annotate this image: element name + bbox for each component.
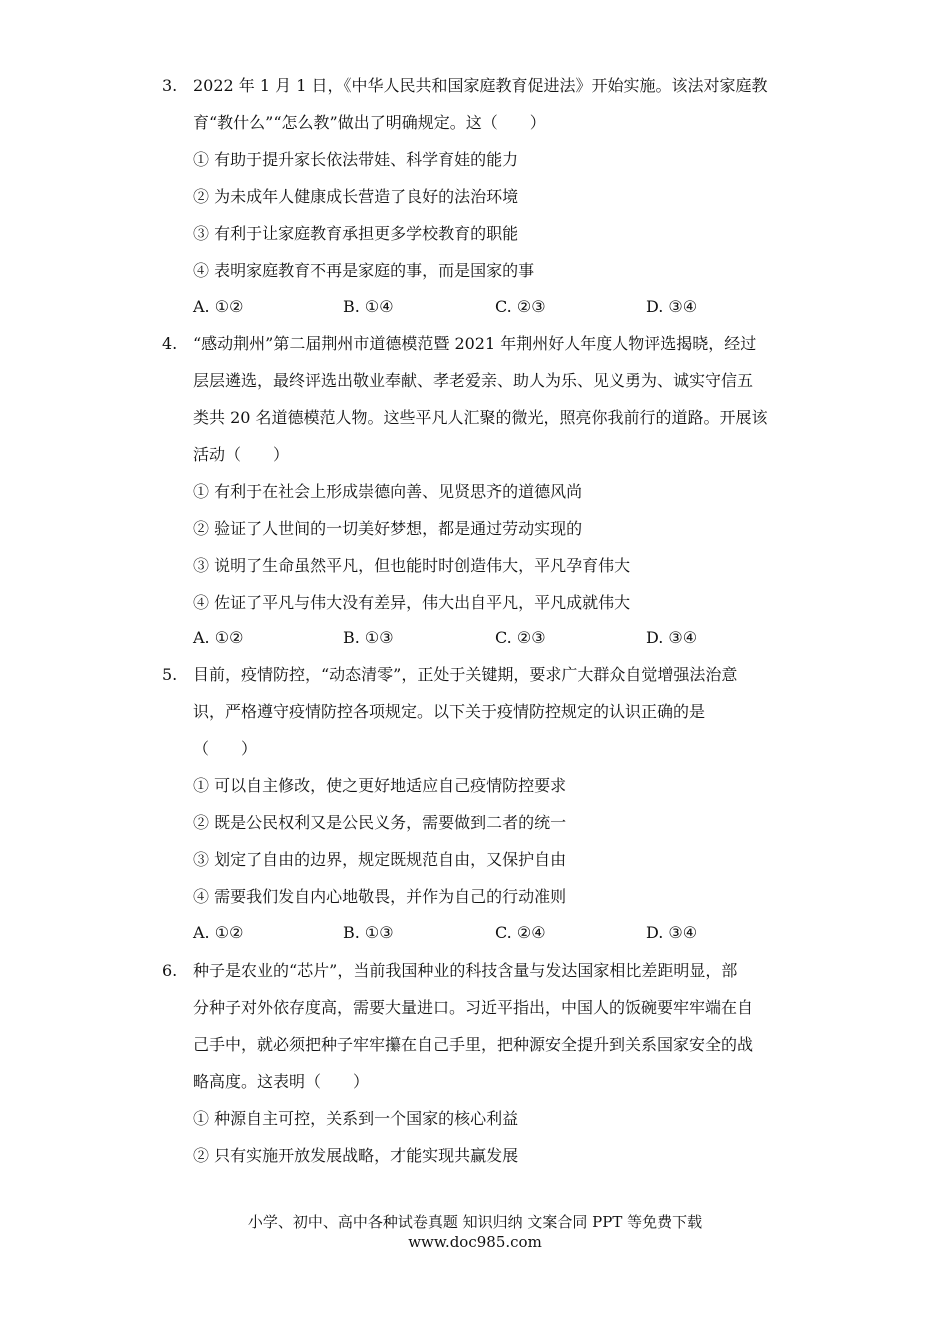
statement-option: ④ 需要我们发自内心地敬畏，并作为自己的行动准则 [193, 887, 567, 906]
choice-c: C. ②③ [495, 628, 546, 647]
question-stem-line: 分种子对外依存度高，需要大量进口。习近平指出，中国人的饭碗要牢牢端在自 [193, 998, 754, 1017]
choice-c: C. ②③ [495, 297, 546, 316]
question-stem-line: 类共 20 名道德模范人物。这些平凡人汇聚的微光，照亮你我前行的道路。开展该 [193, 408, 768, 427]
answer-choices [193, 627, 753, 649]
statement-option: ② 验证了人世间的一切美好梦想，都是通过劳动实现的 [193, 519, 583, 538]
choice-d: D. ③④ [646, 297, 698, 316]
choice-b: B. ①④ [343, 297, 394, 316]
answer-choices [193, 296, 753, 318]
question-stem-line: 种子是农业的“芯片”，当前我国种业的科技含量与发达国家相比差距明显，部 [193, 961, 738, 980]
statement-option: ② 既是公民权利又是公民义务，需要做到二者的统一 [193, 813, 567, 832]
question-stem-line: 识，严格遵守疫情防控各项规定。以下关于疫情防控规定的认识正确的是 [193, 702, 706, 721]
footer-promo-text: 小学、初中、高中各种试卷真题 知识归纳 文案合同 PPT 等免费下载 [247, 1213, 703, 1231]
choice-d: D. ③④ [646, 628, 698, 647]
statement-option: ③ 说明了生命虽然平凡，但也能时时创造伟大，平凡孕育伟大 [193, 556, 631, 575]
question-stem-line: 层层遴选，最终评选出敬业奉献、孝老爱亲、助人为乐、见义勇为、诚实守信五 [193, 371, 754, 390]
question-stem-line: “感动荆州”第二届荆州市道德模范暨 2021 年荆州好人年度人物评选揭晓，经过 [193, 334, 757, 353]
choice-d: D. ③④ [646, 923, 698, 942]
question-number: 3. [162, 76, 178, 95]
question-number: 6. [162, 961, 178, 980]
statement-option: ① 可以自主修改，使之更好地适应自己疫情防控要求 [193, 776, 567, 795]
choice-c: C. ②④ [495, 923, 546, 942]
choice-a: A. ①② [193, 297, 244, 316]
statement-option: ① 有利于在社会上形成崇德向善、见贤思齐的道德风尚 [193, 482, 583, 501]
question-stem-line: 目前，疫情防控，“动态清零”，正处于关键期，要求广大群众自觉增强法治意 [193, 665, 738, 684]
question-stem-line: 略高度。这表明（ ） [193, 1072, 370, 1091]
choice-a: A. ①② [193, 628, 244, 647]
question-number: 4. [162, 334, 178, 353]
statement-option: ① 种源自主可控，关系到一个国家的核心利益 [193, 1109, 519, 1128]
question-stem-line: （ ） [193, 739, 258, 758]
statement-option: ③ 有利于让家庭教育承担更多学校教育的职能 [193, 224, 519, 243]
question-number: 5. [162, 665, 178, 684]
question-stem-line: 育“教什么”“怎么教”做出了明确规定。这（ ） [193, 113, 546, 132]
statement-option: ② 为未成年人健康成长营造了良好的法治环境 [193, 187, 519, 206]
question-stem-line: 活动（ ） [193, 445, 290, 464]
answer-choices [193, 922, 753, 944]
statement-option: ② 只有实施开放发展战略，才能实现共赢发展 [193, 1146, 519, 1165]
statement-option: ① 有助于提升家长依法带娃、科学育娃的能力 [193, 150, 519, 169]
statement-option: ④ 表明家庭教育不再是家庭的事，而是国家的事 [193, 261, 535, 280]
statement-option: ④ 佐证了平凡与伟大没有差异，伟大出自平凡，平凡成就伟大 [193, 593, 631, 612]
question-stem-line: 己手中，就必须把种子牢牢攥在自己手里，把种源安全提升到关系国家安全的战 [193, 1035, 754, 1054]
statement-option: ③ 划定了自由的边界，规定既规范自由，又保护自由 [193, 850, 567, 869]
choice-b: B. ①③ [343, 628, 394, 647]
choice-a: A. ①② [193, 923, 244, 942]
footer-url[interactable]: www.doc985.com [408, 1233, 542, 1251]
question-stem-line: 2022 年 1 月 1 日，《中华人民共和国家庭教育促进法》开始实施。该法对家庭教 [193, 76, 768, 95]
choice-b: B. ①③ [343, 923, 394, 942]
